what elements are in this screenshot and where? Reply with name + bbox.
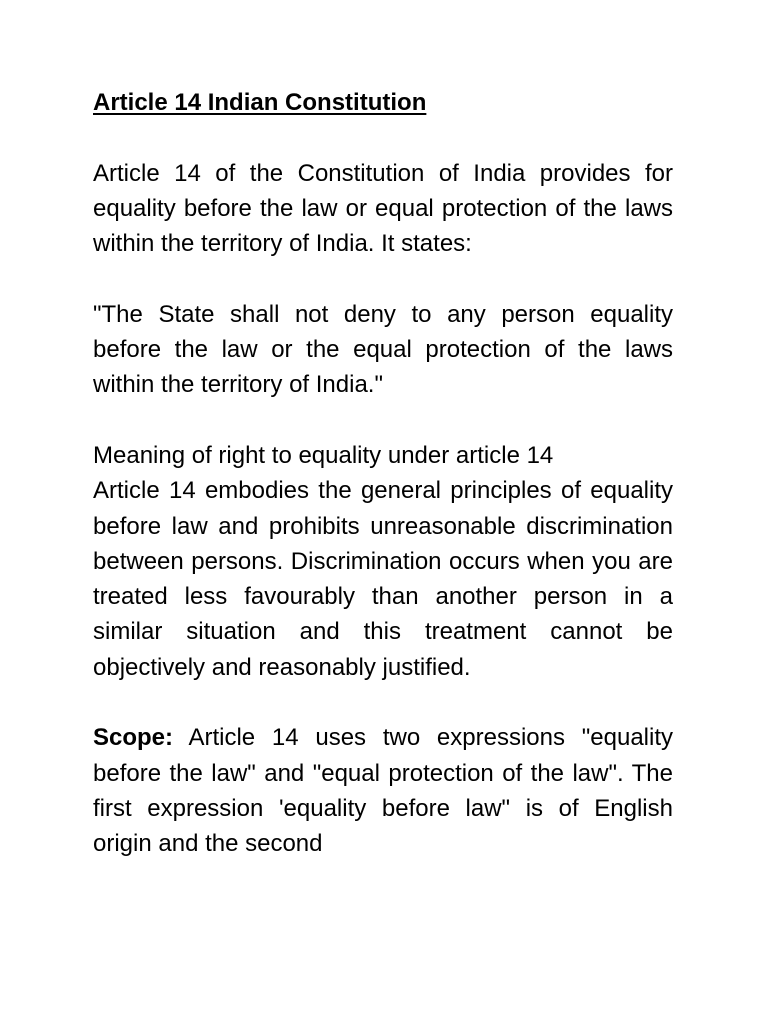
scope-label: Scope:	[93, 724, 174, 752]
meaning-paragraph	[93, 438, 673, 685]
scope-body: Article 14 uses two expressions "equality before the law" and "equal protection of the law". The first expression 'equality before law" is of English origin and the second	[93, 724, 673, 858]
meaning-heading: Meaning of right to equality under article 14	[93, 441, 554, 469]
quote-paragraph: "The State shall not deny to any person equality before the law or the equal protection of the laws within the territory of India."	[93, 300, 673, 399]
scope-paragraph	[93, 720, 673, 861]
document-title: Article 14 Indian Constitution	[93, 89, 427, 116]
meaning-body: Article 14 embodies the general principles of equality before law and prohibits unreasonable discrimination between persons. Discrimination occurs when you are treated less favourably than another person in a similar situation and this treatment cannot be objectively and reasonably justified.	[93, 477, 673, 681]
intro-paragraph: Article 14 of the Constitution of India provides for equality before the law or equal protection of the laws within the territory of India. It states:	[93, 159, 673, 258]
document-page	[93, 85, 673, 862]
